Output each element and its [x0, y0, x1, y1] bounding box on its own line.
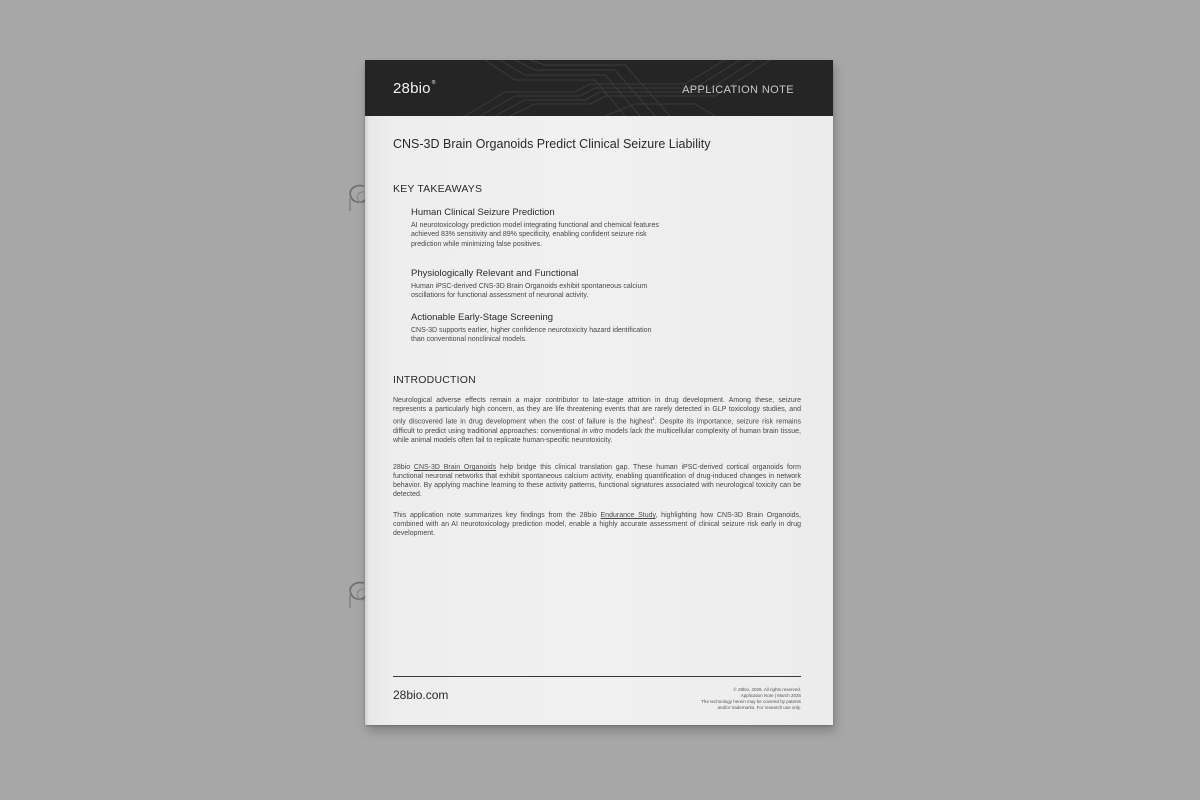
takeaway-text: Human iPSC-derived CNS-3D Brain Organoids exhibit spontaneous calcium oscillations for functional assessment of neuronal activity.: [411, 283, 648, 300]
page-edge-shadow: [365, 60, 369, 725]
takeaway-title: Actionable Early-Stage Screening: [411, 312, 554, 323]
paragraph-text: models lack the multicellular complexity of human brain tissue, while animal models often fail to replicate human-specific neurotoxicity.: [393, 427, 801, 444]
legal-line: and/or trademarks. For research use only.: [717, 705, 801, 710]
legal-line: © 28bio, 2026. All rights reserved.: [733, 687, 801, 692]
paragraph-text: help bridge this clinical translation gap. These human iPSC-derived cortical organoids form functional neuronal networks that exhibit spontaneous calcium activity, enabling quantification of drug-induced changes in network behavior. By applying machine learning to these activity patterns, functional signatures associated with neurological toxicity can be detected.: [393, 464, 801, 499]
legal-line: The technology herein may be covered by patents: [701, 699, 801, 704]
intro-paragraph: [393, 396, 801, 445]
footer-legal-text: [631, 687, 801, 711]
paragraph-text: , highlighting how CNS-3D Brain Organoids, combined with an AI neurotoxicology prediction model, enable a highly accurate assessment of clinical seizure risk early in drug development.: [393, 512, 802, 538]
takeaway-item: [411, 207, 661, 249]
header-band: [365, 60, 833, 116]
introduction-heading: INTRODUCTION: [393, 374, 476, 386]
takeaway-title: Human Clinical Seizure Prediction: [411, 207, 555, 218]
document-type-label: APPLICATION NOTE: [682, 84, 794, 96]
legal-line: Application Note | March 2026: [740, 693, 801, 698]
paragraph-text: This application note summarizes key findings from the 28bio: [393, 512, 601, 519]
key-takeaways-heading: KEY TAKEAWAYS: [393, 183, 483, 195]
takeaway-item: [411, 268, 661, 301]
document-page: [365, 60, 833, 725]
paragraph-text: Neurological adverse effects remain a major contributor to late-stage attrition in drug development. Among these, seizure represents a particularly high concern, as they are life threatening events that are rarely detected in GLP toxicology studies, and only discovered late in drug development when the cost of failure is the highest: [393, 397, 801, 426]
document-title: CNS-3D Brain Organoids Predict Clinical Seizure Liability: [393, 137, 711, 151]
logo-text: 28bio: [393, 80, 431, 97]
footer-website: 28bio.com: [393, 688, 449, 702]
brand-logo: [393, 80, 436, 97]
takeaway-title: Physiologically Relevant and Functional: [411, 268, 579, 279]
takeaway-text: AI neurotoxicology prediction model integrating functional and chemical features achieved 83% sensitivity and 89% specificity, enabling confident seizure risk prediction while minimizing false positives.: [411, 222, 659, 248]
italic-term: in vitro: [582, 427, 604, 435]
cns-3d-brain-organoids-link[interactable]: CNS-3D Brain Organoids: [413, 464, 497, 471]
paragraph-text: . Despite its importance, seizure risk remains difficult to predict using traditional approaches: conventional: [393, 418, 801, 435]
takeaway-text: CNS-3D supports earlier, higher confidence neurotoxicity hazard identification than conventional nonclinical models.: [411, 327, 652, 344]
logo-registered-mark: ®: [431, 80, 436, 86]
paragraph-text: 28bio: [393, 464, 414, 471]
footnote-marker: 1: [652, 416, 655, 422]
takeaway-item: [411, 312, 661, 345]
intro-paragraph: [393, 511, 801, 538]
endurance-study-link[interactable]: Endurance Study: [600, 512, 656, 519]
footer-divider: [393, 676, 801, 677]
intro-paragraph: [393, 463, 801, 499]
